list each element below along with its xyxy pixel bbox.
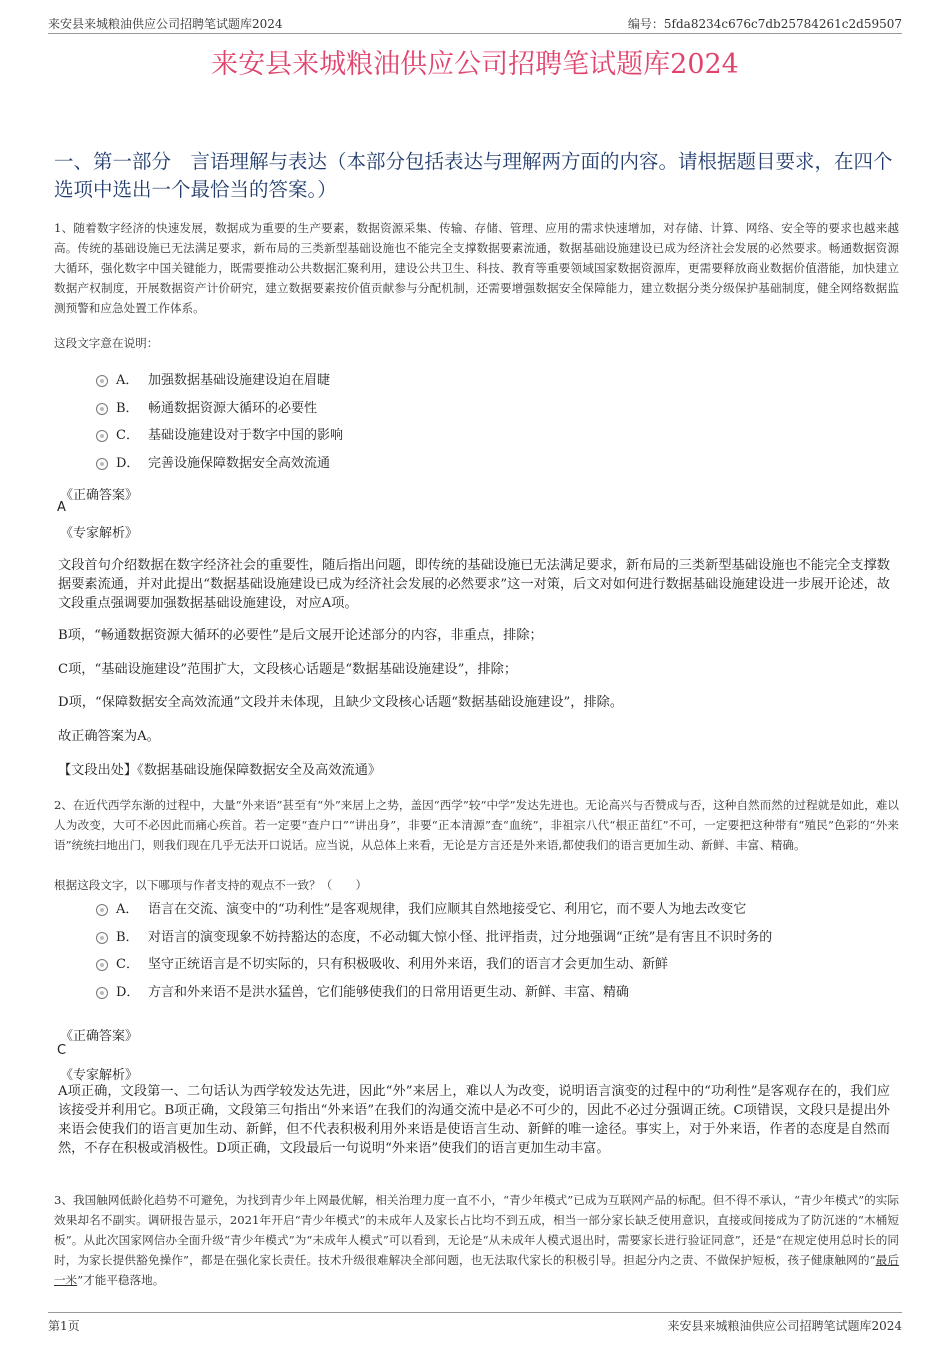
page-title: 来安县来城粮油供应公司招聘笔试题库2024 bbox=[211, 49, 739, 80]
question-2-answer: C bbox=[57, 1043, 67, 1058]
question-3-stem-text: 3、我国触网低龄化趋势不可避免，为找到青少年上网最优解，相关治理力度一直不小，“青少年模式”已成为互联网产品的标配。但不得不承认，“青少年模式”的实际效果却名不副实。调研报告显示，2021年开启“青少年模式”的未成年人及家长占比均不到五成，相当一部分家长缺乏使用意识，直接或间接成为了防沉迷的“木桶短板”。从此次国家网信办全面升级“青少年模式”为“未成年人模式”可以看到，无论是“从未成年人模式退出时，需要家长进行验证同意”，还是“在规定使用总时长的同时，为家长提供豁免操作”，都是在强化家长责任。技术升级很难解决全部问题，也无法取代家长的积极引导。担起分内之责、不做保护短板，孩子健康触网的“ bbox=[54, 1193, 899, 1267]
option-text: 基础设施建设对于数字中国的影响 bbox=[148, 428, 344, 443]
question-1-analysis-main: 文段首句介绍数据在数字经济社会的重要性，随后指出问题，即传统的基础设施已无法满足要求，新布局的三类新型基础设施也不能完全支撑数据要素流通，并对此提出“数据基础设施建设已成为经济社会发展的必然要求”这一对策，后文对如何进行数据基础设施建设进一步展开论述，故文段重点强调要加强数据基础设施建设，对应A项。 bbox=[58, 558, 890, 611]
question-1-answer-label: 《正确答案》 bbox=[60, 488, 139, 503]
question-2-analysis: A项正确，文段第一、二句话认为西学较发达先进，因此“外”来居上，难以人为改变，说明语言演变的过程中的“功利性”是客观存在的，我们应该接受并利用它。B项正确，文段第三句指出“外来语”在我们的沟通交流中是必不可少的，因此不必过分强调正统。C项错误，文段只是提出外来语会使我们的语言更加生动、新鲜，但不代表积极利用外来语是使语言生动、新鲜的唯一途径。事实上，对于外来语，作者的态度是自然而然，不存在积极或消极性。D项正确，文段最后一句说明“外来语”使我们的语言更加生动丰富。 bbox=[58, 1084, 890, 1156]
question-3-stem-end: ”才能平稳落地。 bbox=[77, 1273, 165, 1287]
question-1-analysis-d: D项，“保障数据安全高效流通”文段并未体现，且缺少文段核心话题“数据基础设施建设”，排除。 bbox=[58, 695, 624, 710]
question-2-prompt: 根据这段文字，以下哪项与作者支持的观点不一致？（ ） bbox=[54, 878, 368, 892]
radio-icon[interactable] bbox=[96, 904, 108, 916]
option-text: 畅通数据资源大循环的必要性 bbox=[148, 401, 318, 416]
header-doc-number: 编号：5fda8234c676c7db25784261c2d59507 bbox=[627, 17, 902, 31]
section-heading: 一、第一部分 言语理解与表达（本部分包括表达与理解两方面的内容。请根据题目要求，在四个选项中选出一个最恰当的答案。） bbox=[54, 150, 893, 201]
question-1-answer: A bbox=[57, 500, 66, 515]
radio-icon[interactable] bbox=[96, 375, 108, 387]
radio-icon[interactable] bbox=[96, 403, 108, 415]
question-1-stem: 1、随着数字经济的快速发展，数据成为重要的生产要素，数据资源采集、传输、存储、管理、应用的需求快速增加，对存储、计算、网络、安全等的要求也越来越高。传统的基础设施已无法满足要求，新布局的三类新型基础设施也不能完全支撑数据要素流通，数据基础设施建设已成为经济社会发展的必然要求。畅通数据资源大循环，强化数字中国关键能力，既需要推动公共数据汇聚利用，建设公共卫生、科技、教育等重要领域国家数据资源库，更需要释放商业数据价值潜能，加快建立数据产权制度，开展数据资产计价研究，建立数据要素按价值贡献参与分配机制，还需要增强数据安全保障能力，建立数据分类分级保护基础制度，健全网络数据监测预警和应急处置工作体系。 bbox=[54, 221, 899, 315]
question-1-analysis-label: 《专家解析》 bbox=[60, 526, 139, 541]
question-1-option-a[interactable] bbox=[96, 369, 330, 388]
question-1-option-d[interactable] bbox=[96, 452, 330, 471]
option-letter: C． bbox=[116, 428, 139, 443]
option-text: 加强数据基础设施建设迫在眉睫 bbox=[148, 373, 331, 388]
option-text: 语言在交流、演变中的“功利性”是客观规律，我们应顺其自然地接受它、利用它，而不要人为地去改变它 bbox=[148, 902, 747, 917]
question-2-analysis-label: 《专家解析》 bbox=[60, 1068, 139, 1083]
option-letter: C． bbox=[116, 957, 139, 972]
page-number: 第1页 bbox=[48, 1319, 80, 1333]
page-header bbox=[48, 12, 902, 34]
option-text: 坚守正统语言是不切实际的，只有积极吸收、利用外来语，我们的语言才会更加生动、新鲜 bbox=[148, 957, 669, 972]
question-1-option-b[interactable] bbox=[96, 397, 317, 416]
option-text: 方言和外来语不是洪水猛兽，它们能够使我们的日常用语更生动、新鲜、丰富、精确 bbox=[148, 985, 630, 1000]
option-letter: B． bbox=[116, 930, 139, 945]
option-letter: D． bbox=[116, 985, 140, 1000]
option-letter: D． bbox=[116, 456, 140, 471]
question-2-option-a[interactable] bbox=[96, 898, 746, 917]
question-1-analysis-b: B项，“畅通数据资源大循环的必要性”是后文展开论述部分的内容，非重点，排除； bbox=[58, 628, 543, 643]
question-1-prompt: 这段文字意在说明： bbox=[54, 336, 159, 350]
question-2-stem: 2、在近代西学东渐的过程中，大量“外来语”甚至有“外”来居上之势，盖因“西学”较“中学”发达先进也。无论高兴与否赞成与否，这种自然而然的过程就是如此，难以人为改变，大可不必因此而痛心疾首。若一定要“查户口”“讲出身”，非要“正本清源”查“血统”，非祖宗八代“根正苗红”不可，一定要把这种带有“殖民”色彩的“外来语”统统扫地出门，则我们现在几乎无法开口说话。应当说，从总体上来看，无论是方言还是外来语,都使我们的语言更加生动、新鲜、丰富、精确。 bbox=[54, 798, 899, 852]
radio-icon[interactable] bbox=[96, 932, 108, 944]
radio-icon[interactable] bbox=[96, 959, 108, 971]
radio-icon[interactable] bbox=[96, 430, 108, 442]
option-letter: A． bbox=[116, 373, 139, 388]
option-text: 对语言的演变现象不妨持豁达的态度，不必动辄大惊小怪、批评指责，过分地强调“正统”是有害且不识时务的 bbox=[148, 930, 773, 945]
question-2-option-c[interactable] bbox=[96, 953, 668, 972]
question-2-answer-label: 《正确答案》 bbox=[60, 1029, 139, 1044]
question-2-option-b[interactable] bbox=[96, 926, 772, 945]
option-letter: B． bbox=[116, 401, 139, 416]
option-text: 完善设施保障数据安全高效流通 bbox=[148, 456, 331, 471]
question-2-option-d[interactable] bbox=[96, 981, 629, 1000]
option-letter: A． bbox=[116, 902, 139, 917]
footer-doc-title: 来安县来城粮油供应公司招聘笔试题库2024 bbox=[667, 1319, 902, 1333]
radio-icon[interactable] bbox=[96, 987, 108, 999]
question-3-stem bbox=[54, 1190, 899, 1290]
question-1-option-c[interactable] bbox=[96, 424, 343, 443]
header-doc-title: 来安县来城粮油供应公司招聘笔试题库2024 bbox=[48, 17, 283, 31]
question-1-source: 【文段出处】《数据基础设施保障数据安全及高效流通》 bbox=[58, 763, 382, 778]
question-1-analysis-conclusion: 故正确答案为A。 bbox=[58, 729, 160, 744]
page-footer bbox=[48, 1312, 902, 1334]
radio-icon[interactable] bbox=[96, 458, 108, 470]
question-3-blank: 最后一米 bbox=[54, 1253, 899, 1287]
question-1-analysis-c: C项，“基础设施建设”范围扩大，文段核心话题是“数据基础设施建设”，排除； bbox=[58, 662, 518, 677]
